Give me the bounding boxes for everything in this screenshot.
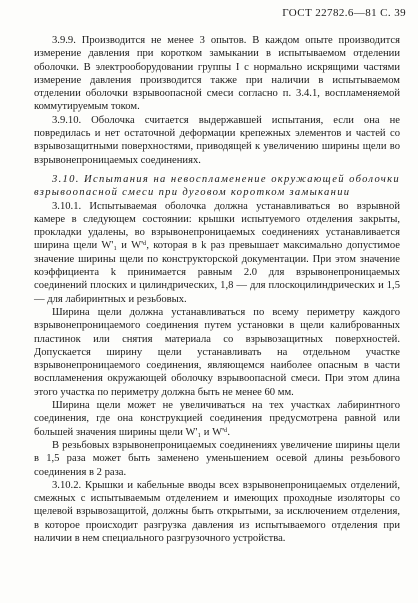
paragraph-threaded: В резьбовых взрывонепроницаемых соединениях увеличение ширины щели в 1,5 раза может быть заменено уменьшением осевой длины резьбового соединения в 2 раза. xyxy=(34,439,400,478)
section-heading-3-10: 3.10. Испытания на невоспламенение окружающей оболочки взрывоопасной смеси при дуговом коротком замыкании xyxy=(34,173,400,199)
paragraph-3-9-10: 3.9.10. Оболочка считается выдержавшей испытания, если она не повредилась и нет остаточной деформации крепежных элементов и частей со взрывозащитными поверхностями, приводящей к увеличению ширины щели во взрывонепроницаемых соединениях. xyxy=(34,114,400,166)
document-body xyxy=(34,34,400,545)
paragraph-3-10-1: 3.10.1. Испытываемая оболочка должна устанавливаться во взрывной камере в следующем состоянии: крышки испытуемого отделения закрыты, прокладки удалены, во взрывонепроницаемых соединениях устанавливается ширина щели W'₁ и W'ᵈ, которая в k раз превышает максимально допустимое значение ширины щели по конструкторской документации. При этом значение коэффициента k принимается равным 2.0 для взрывонепроницаемых соединений плоских и цилиндрических, 1,8 — для плоскоцилиндрических и 1,5 — для лабиринтных и резьбовых. xyxy=(34,200,400,305)
page-header: ГОСТ 22782.6—81 С. 39 xyxy=(282,7,406,19)
paragraph-3-9-9: 3.9.9. Производится не менее 3 опытов. В каждом опыте производится измерение давления при коротком замыкании в испытываемом отделении оболочки. В электрооборудовании группы I с нормально искрящими частями измерение давления производится также при наличии в испытываемом отделении оболочки взрывоопасной смеси согласно п. 3.4.1, воспламеняемой коммутируемым током. xyxy=(34,35,400,113)
paragraph-labyrinth: Ширина щели может не увеличиваться на тех участках лабиринтного соединения, где она конструкцией соединения предусмотрена равной или большей значения ширины щели W'₁ и W'ᵈ. xyxy=(34,400,400,438)
paragraph-gap-width: Ширина щели должна устанавливаться по всему периметру каждого взрывонепроницаемого соединения путем установки в щели калиброванных пластинок или снятия материала со взрывозащитных поверхностей. Допускается ширину щели устанавливать на отдельном участке взрывонепроницаемого соединения, являющемся наиболее опасным в части воспламенения окружающей оболочку взрывоопасной смеси. При этом длина этого участка по периметру должна быть не менее 60 мм. xyxy=(34,306,400,398)
paragraph-3-10-2: 3.10.2. Крышки и кабельные вводы всех взрывонепроницаемых отделений, смежных с испытываемым отделением и имеющих проходные изоляторы со щелевой взрывозащитой, должны быть открытыми, за исключением отделения, в которое происходит разгрузка давления из испытываемого отделения при наличии в нем специального разгрузочного устройства. xyxy=(34,479,400,544)
